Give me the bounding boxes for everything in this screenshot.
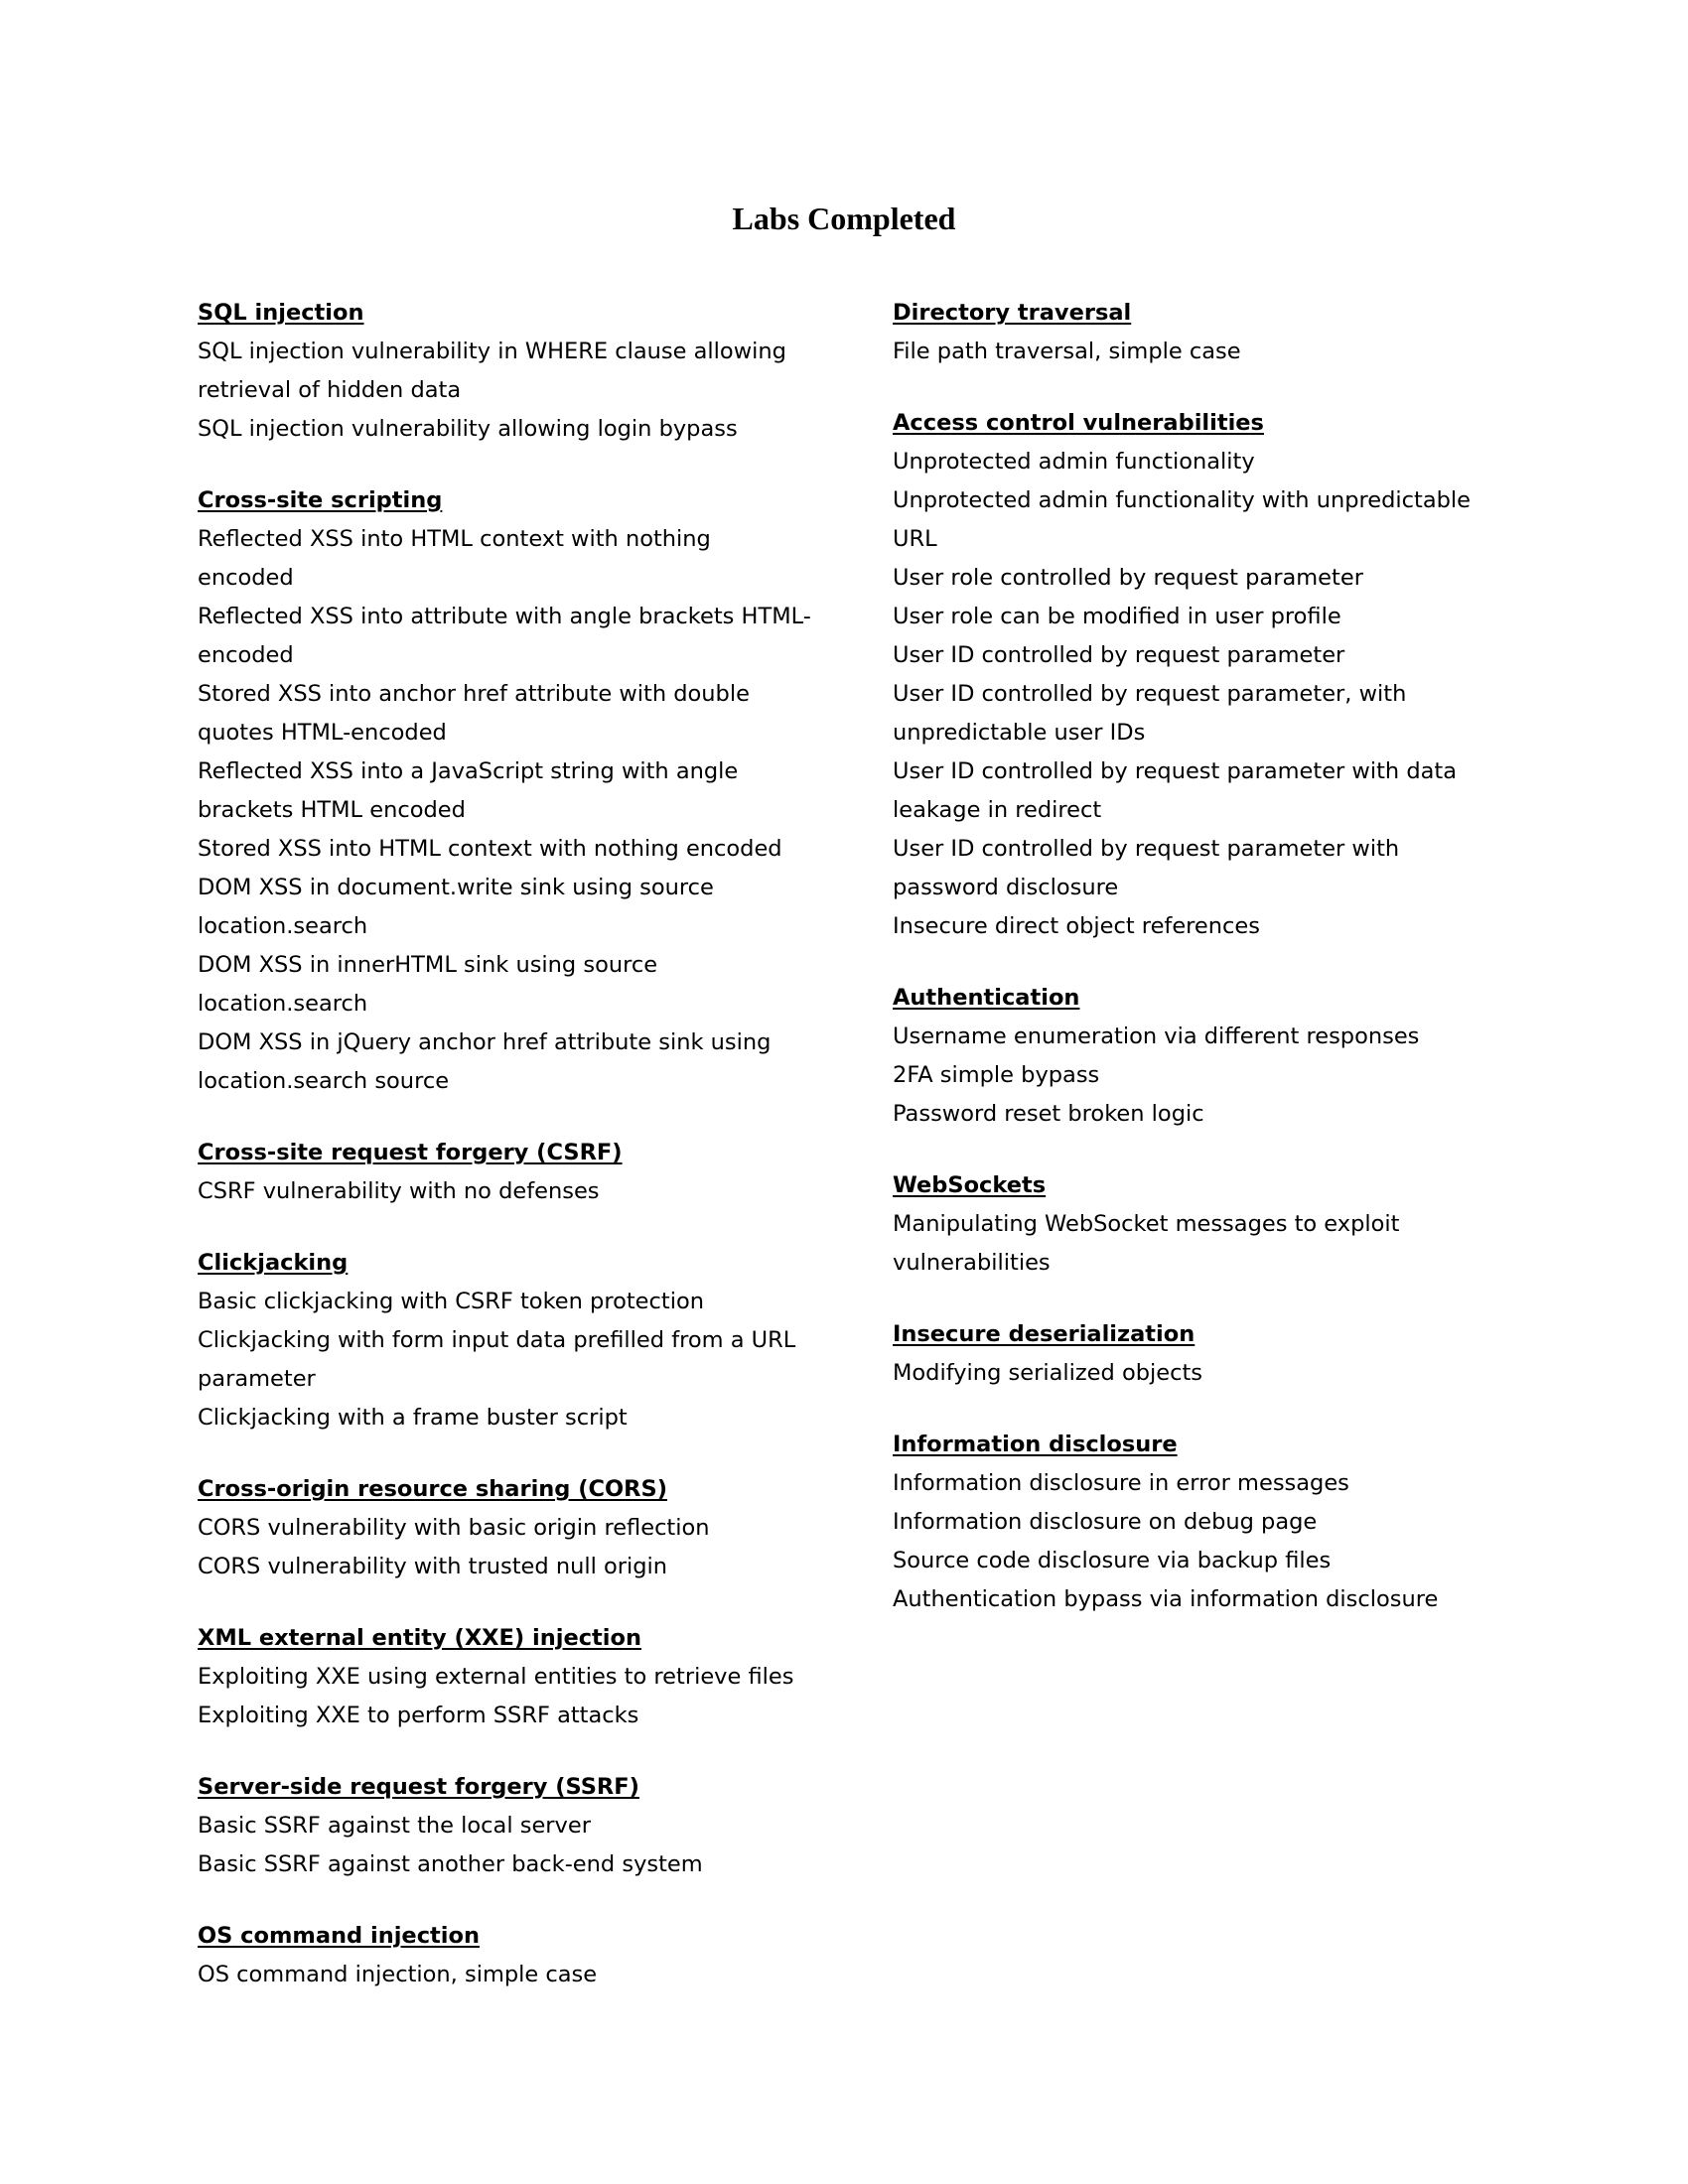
section-access-control-vulnerabilities (893, 404, 1508, 946)
section-websockets (893, 1166, 1508, 1283)
lab-item: CORS vulnerability with basic origin reflection (198, 1515, 710, 1541)
lab-item: User ID controlled by request parameter with password disclosure (893, 836, 1400, 900)
lab-item: Basic clickjacking with CSRF token protection (198, 1289, 704, 1314)
section-cross-site-request-forgery-csrf (198, 1134, 813, 1211)
lab-item: Insecure direct object references (893, 913, 1260, 939)
lab-item: CORS vulnerability with trusted null origin (198, 1554, 668, 1579)
section-authentication (893, 979, 1508, 1134)
lab-item: DOM XSS in document.write sink using source location.search (198, 875, 714, 939)
lab-item: CSRF vulnerability with no defenses (198, 1178, 600, 1204)
lab-item: Authentication bypass via information disclosure (893, 1586, 1439, 1612)
lab-item: DOM XSS in innerHTML sink using source location.search (198, 952, 658, 1017)
section-heading: Directory traversal (893, 300, 1132, 326)
section-heading: SQL injection (198, 300, 364, 326)
lab-item: SQL injection vulnerability in WHERE clause allowing retrieval of hidden data (198, 339, 786, 403)
lab-item: Information disclosure in error messages (893, 1470, 1349, 1496)
lab-item: File path traversal, simple case (893, 339, 1241, 364)
section-server-side-request-forgery-ssrf (198, 1768, 813, 1884)
lab-item: Exploiting XXE to perform SSRF attacks (198, 1703, 639, 1728)
lab-item: User ID controlled by request parameter (893, 642, 1345, 668)
section-heading: WebSockets (893, 1172, 1047, 1198)
lab-item: User role controlled by request parameter (893, 565, 1363, 591)
section-clickjacking (198, 1244, 813, 1437)
lab-item: Stored XSS into anchor href attribute with double quotes HTML-encoded (198, 681, 750, 746)
lab-item: Basic SSRF against another back-end system (198, 1851, 703, 1877)
lab-list (198, 1172, 813, 1211)
lab-item: Basic SSRF against the local server (198, 1813, 591, 1839)
lab-item: OS command injection, simple case (198, 1962, 598, 1987)
section-heading: Server-side request forgery (SSRF) (198, 1774, 639, 1800)
lab-list (893, 1018, 1508, 1134)
lab-item: Clickjacking with a frame buster script (198, 1405, 628, 1431)
section-xml-external-entity-xxe-injection (198, 1619, 813, 1735)
section-information-disclosure (893, 1426, 1508, 1619)
lab-item: User ID controlled by request parameter, with unpredictable user IDs (893, 681, 1407, 746)
section-heading: Insecure deserialization (893, 1321, 1196, 1347)
lab-item: Source code disclosure via backup files (893, 1548, 1332, 1573)
lab-list (198, 1509, 813, 1586)
section-cross-site-scripting (198, 481, 813, 1101)
lab-item: Exploiting XXE using external entities to retrieve files (198, 1664, 794, 1690)
lab-item: 2FA simple bypass (893, 1062, 1100, 1088)
section-heading: Authentication (893, 985, 1080, 1011)
section-sql-injection (198, 294, 813, 449)
section-heading: Information disclosure (893, 1432, 1178, 1457)
section-heading: Access control vulnerabilities (893, 410, 1264, 436)
lab-item: Modifying serialized objects (893, 1360, 1203, 1386)
lab-item: Unprotected admin functionality (893, 449, 1255, 475)
right-column (893, 294, 1508, 1652)
lab-item: Reflected XSS into a JavaScript string with angle brackets HTML encoded (198, 758, 739, 823)
lab-list (893, 1354, 1508, 1393)
lab-item: User role can be modified in user profile (893, 604, 1341, 629)
section-heading: OS command injection (198, 1923, 480, 1949)
left-column (198, 294, 813, 2027)
page-title: Labs Completed (732, 201, 956, 236)
lab-item: Unprotected admin functionality with unpredictable URL (893, 487, 1471, 552)
lab-item: Clickjacking with form input data prefilled from a URL parameter (198, 1327, 796, 1392)
section-cross-origin-resource-sharing-cors (198, 1470, 813, 1586)
lab-list (198, 1807, 813, 1884)
section-insecure-deserialization (893, 1315, 1508, 1393)
lab-item: Stored XSS into HTML context with nothing encoded (198, 836, 782, 862)
lab-item: Reflected XSS into HTML context with nothing encoded (198, 526, 711, 591)
section-heading: Cross-site request forgery (CSRF) (198, 1140, 623, 1165)
lab-list (198, 1658, 813, 1735)
lab-item: DOM XSS in jQuery anchor href attribute sink using location.search source (198, 1029, 772, 1094)
section-heading: Cross-site scripting (198, 487, 443, 513)
lab-list (893, 443, 1508, 946)
section-os-command-injection (198, 1917, 813, 1994)
lab-list (198, 1283, 813, 1437)
section-heading: Cross-origin resource sharing (CORS) (198, 1476, 667, 1502)
lab-item: SQL injection vulnerability allowing login bypass (198, 416, 738, 442)
lab-list (893, 1205, 1508, 1283)
lab-item: Username enumeration via different responses (893, 1024, 1420, 1049)
section-directory-traversal (893, 294, 1508, 371)
section-heading: XML external entity (XXE) injection (198, 1625, 641, 1651)
section-heading: Clickjacking (198, 1250, 349, 1276)
lab-item: Information disclosure on debug page (893, 1509, 1318, 1535)
lab-list (893, 1464, 1508, 1619)
lab-list (198, 333, 813, 449)
lab-item: Reflected XSS into attribute with angle brackets HTML-encoded (198, 604, 811, 668)
lab-item: Password reset broken logic (893, 1101, 1204, 1127)
lab-list (198, 1956, 813, 1994)
lab-list (893, 333, 1508, 371)
lab-item: Manipulating WebSocket messages to exploit vulnerabilities (893, 1211, 1400, 1276)
lab-list (198, 520, 813, 1101)
lab-item: User ID controlled by request parameter with data leakage in redirect (893, 758, 1458, 823)
